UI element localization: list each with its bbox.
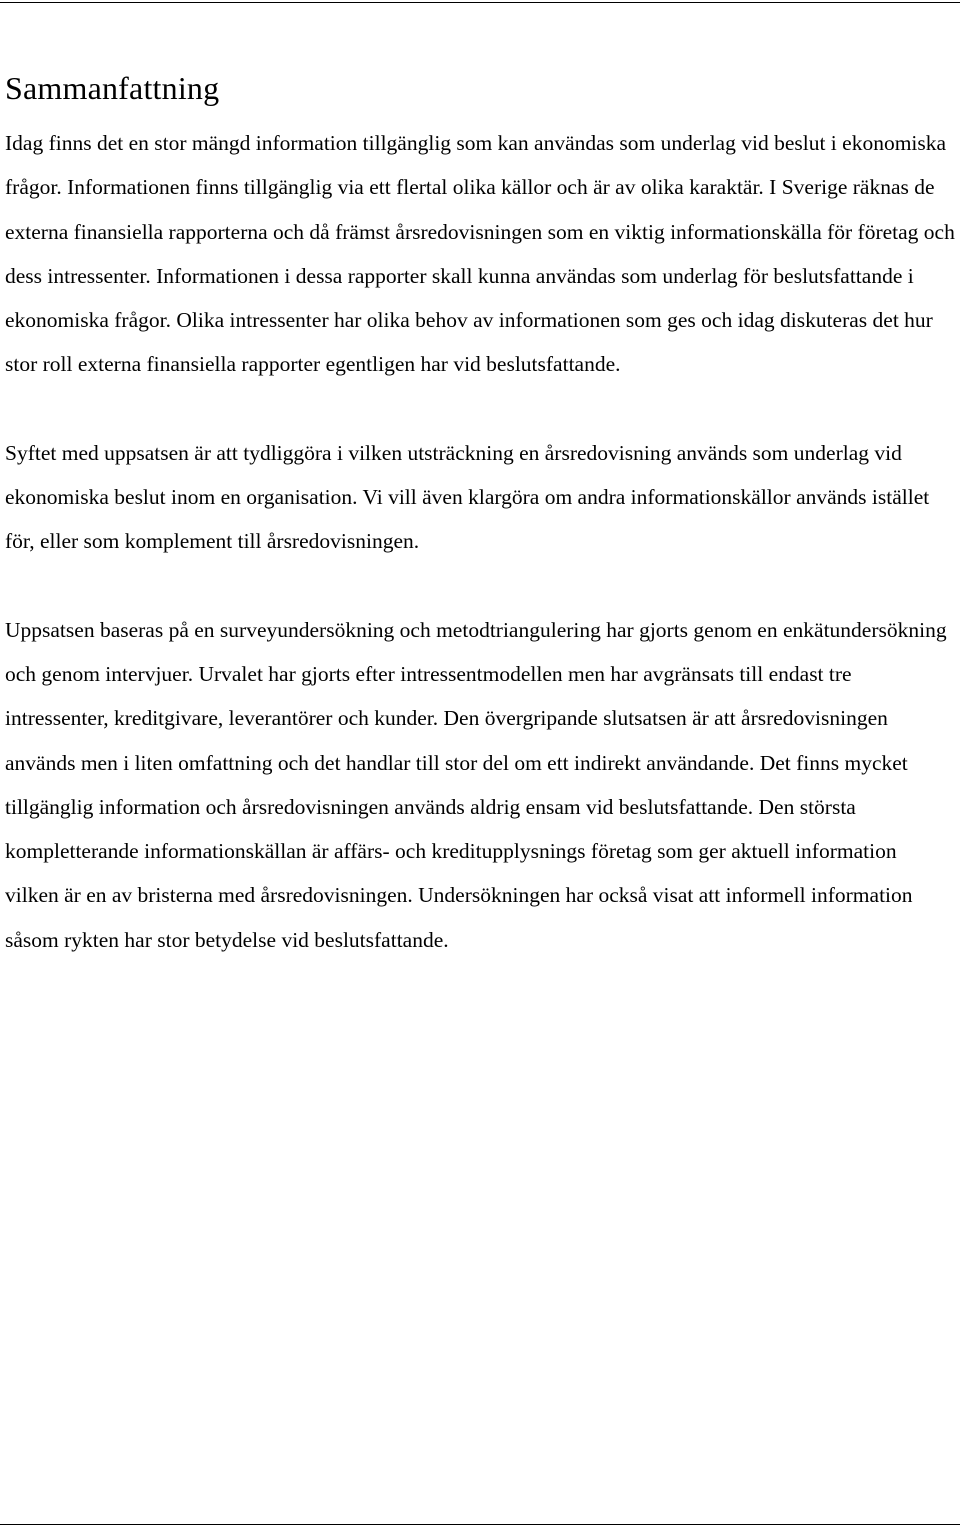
paragraph-background — [5, 121, 955, 387]
top-page-rule — [0, 2, 960, 3]
paragraph-purpose — [5, 431, 955, 564]
paragraph-text: Syftet med uppsatsen är att tydliggöra i vilken utsträckning en årsredovisning används som underlag vid ekonomiska beslut inom en organisation. Vi vill även klargöra om andra informationskällor används istället för, eller som komplement till årsredovisningen. — [5, 440, 930, 554]
page-title: Sammanfattning — [5, 70, 220, 106]
paragraph-method-conclusion — [5, 608, 955, 962]
paragraph-text: Idag finns det en stor mängd information tillgänglig som kan användas som underlag vid beslut i ekonomiska frågor. Informationen finns tillgänglig via ett flertal olika källor och är av olika karaktär. I Sverige räknas de externa finansiella rapporterna och då främst årsredovisningen som en viktig informationskälla för företag och dess intressenter. Informationen i dessa rapporter skall kunna användas som underlag för beslutsfattande i ekonomiska frågor. Olika intressenter har olika behov av informationen som ges och idag diskuteras det hur stor roll externa finansiella rapporter egentligen har vid beslutsfattande. — [5, 131, 955, 377]
bottom-page-rule — [0, 1524, 960, 1525]
document-page — [5, 66, 955, 962]
paragraph-text: Uppsatsen baseras på en surveyundersökning och metodtriangulering har gjorts genom en enkätundersökning och genom intervjuer. Urvalet har gjorts efter intressentmodellen men har avgränsats till endast tre intressenter, kreditgivare, leverantörer och kunder. Den övergripande slutsatsen är att årsredovisningen används men i liten omfattning och det handlar till stor del om ett indirekt användande. Det finns mycket tillgänglig information och årsredovisningen används aldrig ensam vid beslutsfattande. Den största kompletterande informationskällan är affärs- och kreditupplysnings företag som ger aktuell information vilken är en av bristerna med årsredovisningen. Undersökningen har också visat att informell information såsom rykten har stor betydelse vid beslutsfattande. — [5, 617, 947, 952]
